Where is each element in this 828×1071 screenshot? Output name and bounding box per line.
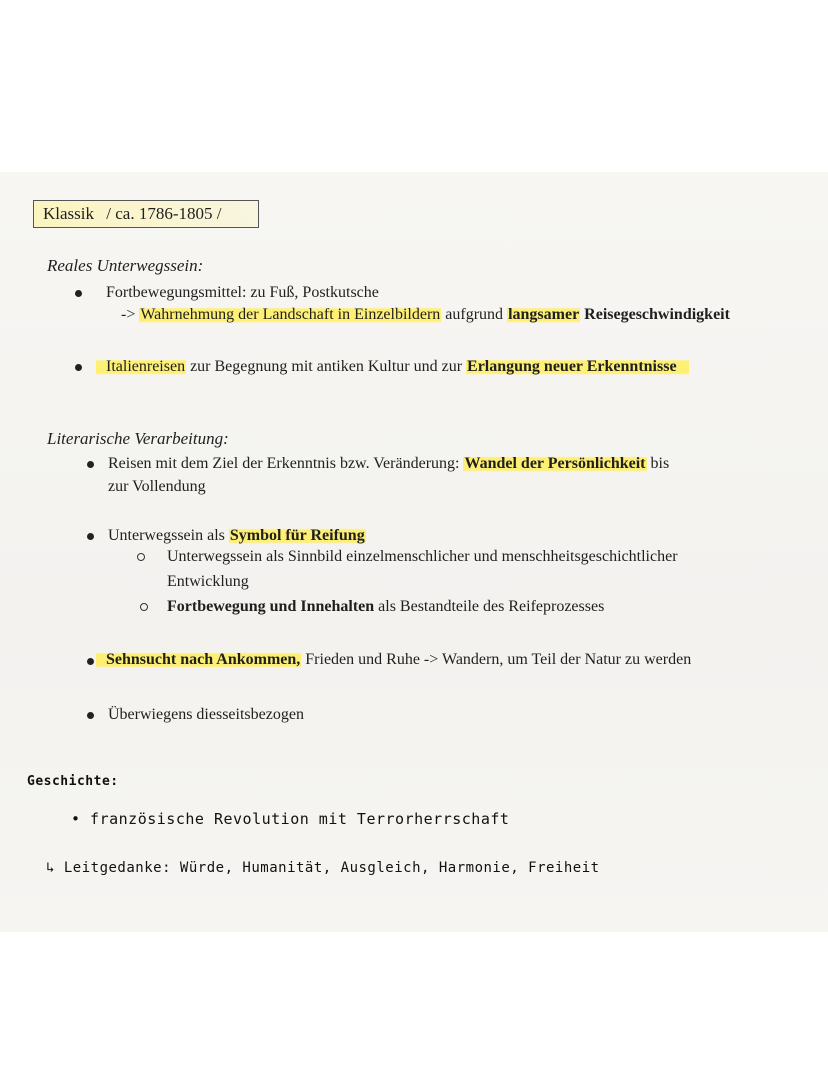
handwritten-heading: Geschichte: (27, 774, 119, 789)
sub-bullet-icon (137, 553, 145, 561)
s1-item2-text (96, 357, 689, 377)
plain-text: Frieden und Ruhe -> Wandern, um Teil der Natur zu werden (305, 651, 692, 668)
plain-text: bis (650, 455, 670, 472)
bullet-icon (87, 658, 94, 665)
plain-text: als Bestandteile des Reifeprozesses (378, 598, 605, 615)
title-prefix: Klassik (43, 204, 94, 223)
bullet-icon (87, 712, 94, 719)
highlight-bold-text: langsamer (508, 306, 580, 323)
highlight-bold-text: Wandel der Persönlichkeit (464, 455, 646, 472)
bullet-icon (87, 461, 94, 468)
s2-item2-text (108, 526, 366, 546)
s2-item2-sub1-line1: Unterwegssein als Sinnbild einzelmenschlicher und menschheitsgeschichtlicher (167, 548, 678, 565)
s1-item1-sub (121, 305, 730, 325)
bullet-icon (75, 290, 82, 297)
bullet-icon (87, 533, 94, 540)
bold-text: Fortbewegung und Innehalten (167, 598, 375, 615)
section-heading-reales-unterwegssein: Reales Unterwegssein: (47, 256, 204, 275)
highlight-text: Italienreisen (96, 358, 186, 375)
title-box (33, 200, 259, 228)
highlight-bold-text: Sehnsucht nach Ankommen, (96, 651, 301, 668)
plain-text: zur Begegnung mit antiken Kultur und zur (190, 358, 463, 375)
title-period: / ca. 1786-1805 / (106, 204, 222, 223)
handwritten-line1: • französische Revolution mit Terrorherrschaft (71, 810, 510, 828)
s2-item2-sub1-line2: Entwicklung (167, 573, 249, 590)
plain-text: Unterwegssein als (108, 527, 225, 544)
s2-item3-text (96, 650, 691, 670)
highlight-bold-text: Symbol für Reifung (229, 527, 365, 544)
s2-item1-line1 (108, 454, 669, 474)
s2-item1-line2: zur Vollendung (108, 478, 206, 495)
s2-item4-text: Überwiegens diesseitsbezogen (108, 706, 304, 723)
s2-item2-sub2 (167, 597, 604, 617)
bullet-icon (75, 364, 82, 371)
highlight-bold-text: Erlangung neuer Erkenntnisse (466, 358, 689, 375)
plain-text: aufgrund (445, 306, 504, 323)
arrow-text: -> (121, 306, 136, 323)
sub-bullet-icon (140, 603, 148, 611)
plain-text: Reisen mit dem Ziel der Erkenntnis bzw. Veränderung: (108, 455, 460, 472)
bold-text: Reisegeschwindigkeit (584, 306, 730, 323)
highlight-text: Wahrnehmung der Landschaft in Einzelbildern (140, 306, 441, 323)
handwritten-line2: ↳ Leitgedanke: Würde, Humanität, Ausgleich, Harmonie, Freiheit (46, 860, 600, 876)
s1-item1-text: Fortbewegungsmittel: zu Fuß, Postkutsche (106, 284, 379, 301)
section-heading-literarische-verarbeitung: Literarische Verarbeitung: (47, 429, 229, 448)
